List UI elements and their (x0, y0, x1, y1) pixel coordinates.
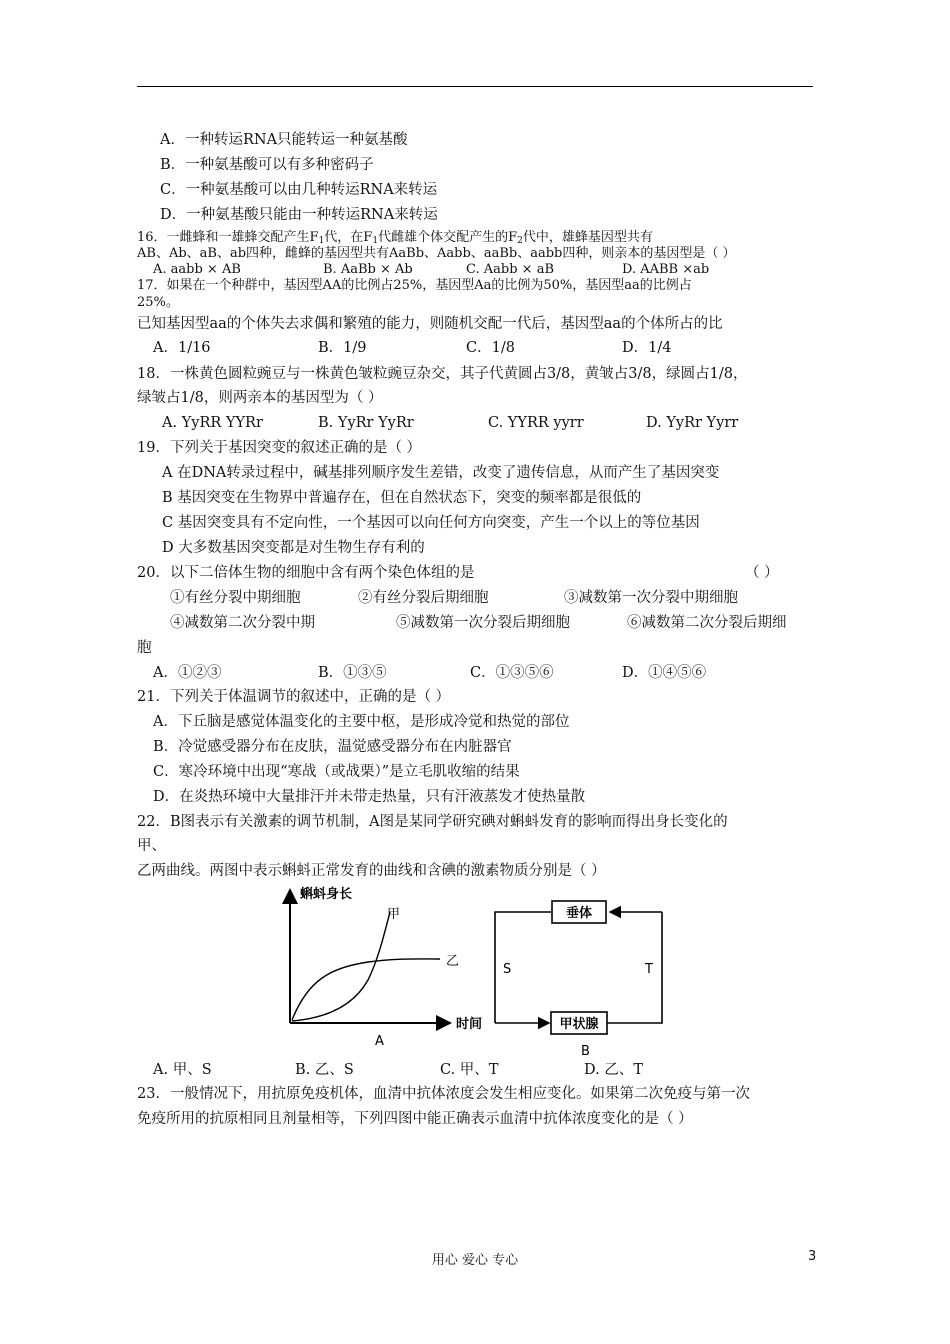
curve-jia-line (292, 912, 390, 1021)
q18-stem-line2: 绿皱占1/8，则两亲本的基因型为（ ） (137, 390, 383, 406)
q16-option-a: A. aabb × AB (153, 262, 241, 277)
q23-stem: 23．一般情况下，用抗原免疫机体，血清中抗体浓度会发生相应变化。如果第二次免疫与第一次 (137, 1086, 750, 1102)
q15-option-a: A．一种转运RNA只能转运一种氨基酸 (160, 132, 408, 148)
figure-b-caption: B (581, 1044, 590, 1059)
q19-option-a: A 在DNA转录过程中，碱基排列顺序发生差错，改变了遗传信息，从而产生了基因突变 (162, 465, 720, 481)
q22-option-c: C. 甲、T (440, 1062, 499, 1078)
q15-option-d: D．一种氨基酸只能由一种转运RNA来转运 (160, 207, 438, 223)
curve-jia-label: 甲 (387, 907, 401, 922)
q16-stem-line2: AB、Ab、aB、ab四种，雌蜂的基因型共有AaBb、Aabb、aaBb、aabb四种，则亲本的基因型是（ ） (137, 246, 736, 261)
q19-option-d: D 大多数基因突变都是对生物生存有利的 (162, 540, 425, 556)
q20-stem: 20．以下二倍体生物的细胞中含有两个染色体组的是 (137, 565, 475, 581)
figure-a-growth-chart (268, 880, 498, 1055)
q19-option-b: B 基因突变在生物界中普遍存在，但在自然状态下，突变的频率都是很低的 (162, 490, 642, 506)
q19-option-c: C 基因突变具有不定向性，一个基因可以向任何方向突变，产生一个以上的等位基因 (162, 515, 700, 531)
q20-item-2: ②有丝分裂后期细胞 (358, 590, 489, 606)
q20-answer-paren: （ ） (745, 565, 779, 581)
q17-stem-line3: 已知基因型aa的个体失去求偶和繁殖的能力，则随机交配一代后，基因型aa的个体所占的比 (137, 316, 723, 332)
t-label: T (645, 962, 653, 977)
q15-option-c: C．一种氨基酸可以由几种转运RNA来转运 (160, 182, 438, 198)
figure-b-hormone-diagram (485, 895, 670, 1060)
q20-option-b: B．①③⑤ (318, 665, 387, 681)
q22-stem-line3: 乙两曲线。两图中表示蝌蚪正常发育的曲线和含碘的激素物质分别是（ ） (137, 863, 606, 879)
page-number: 3 (808, 1249, 817, 1264)
q18-option-a: A. YyRR YYRr (162, 415, 263, 431)
q17-option-a: A．1/16 (153, 340, 211, 356)
q20-item-6: ⑥减数第二次分裂后期细 (627, 615, 787, 631)
q16-option-d: D. AABB ×ab (622, 262, 710, 277)
q20-item-1: ①有丝分裂中期细胞 (170, 590, 301, 606)
q17-option-d: D．1/4 (622, 340, 672, 356)
q20-item-5: ⑤减数第一次分裂后期细胞 (396, 615, 570, 631)
q20-option-c: C．①③⑤⑥ (470, 665, 554, 681)
q18-option-d: D. YyRr Yyrr (646, 415, 739, 431)
q21-option-a: A．下丘脑是感觉体温变化的主要中枢，是形成冷觉和热觉的部位 (153, 714, 570, 730)
q18-option-c: C. YYRR yyrr (488, 415, 584, 431)
q22-stem: 22．B图表示有关激素的调节机制，A图是某同学研究碘对蝌蚪发育的影响而得出身长变化的 (137, 814, 728, 830)
q21-option-b: B．冷觉感受器分布在皮肤，温觉感受器分布在内脏器官 (153, 739, 512, 755)
q22-option-d: D. 乙、T (584, 1062, 643, 1078)
q16-option-b: B. AaBb × Ab (323, 262, 413, 277)
figure-a-xlabel: 时间 (456, 1017, 483, 1032)
figure-a-caption: A (375, 1034, 384, 1049)
q15-option-b: B．一种氨基酸可以有多种密码子 (160, 157, 374, 173)
q21-stem: 21．下列关于体温调节的叙述中，正确的是（ ） (137, 689, 451, 705)
q21-option-d: D．在炎热环境中大量排汗并未带走热量，只有汗液蒸发才使热量散 (153, 789, 586, 805)
q17-stem: 17．如果在一个种群中，基因型AA的比例占25%，基因型Aa的比例为50%，基因型aa的比例占 (137, 278, 692, 293)
q21-option-c: C．寒冷环境中出现“寒战（或战栗）”是立毛肌收缩的结果 (153, 764, 520, 780)
q23-stem-line2: 免疫所用的抗原相同且剂量相等，下列四图中能正确表示血清中抗体浓度变化的是（ ） (137, 1111, 693, 1127)
q19-stem: 19．下列关于基因突变的叙述正确的是（ ） (137, 440, 422, 456)
q18-stem: 18．一株黄色圆粒豌豆与一株黄色皱粒豌豆杂交，其子代黄圆占3/8，黄皱占3/8，绿圆占1/8， (137, 366, 748, 382)
q17-stem-line2: 25%。 (137, 295, 179, 310)
q20-item-3: ③减数第一次分裂中期细胞 (564, 590, 738, 606)
footer-motto: 用心 爱心 专心 (431, 1253, 519, 1268)
t-path (607, 912, 662, 1023)
q22-option-a: A. 甲、S (153, 1062, 212, 1078)
pituitary-label: 垂体 (565, 906, 593, 921)
q20-option-a: A．①②③ (153, 665, 222, 681)
q16-option-c: C. Aabb × aB (466, 262, 554, 277)
thyroid-label: 甲状腺 (559, 1017, 599, 1032)
q22-stem-line2: 甲、 (137, 838, 166, 854)
s-label: S (503, 962, 512, 977)
curve-yi-label: 乙 (446, 954, 460, 969)
figure-a-ylabel: 蝌蚪身长 (300, 887, 353, 902)
q17-option-c: C．1/8 (466, 340, 515, 356)
q20-item-4: ④减数第二次分裂中期 (170, 615, 315, 631)
q17-option-b: B．1/9 (318, 340, 367, 356)
q18-option-b: B. YyRr YyRr (318, 415, 414, 431)
curve-yi-line (292, 959, 440, 1020)
header-rule (137, 86, 813, 87)
q22-option-b: B. 乙、S (295, 1062, 354, 1078)
q20-item-6-wrap: 胞 (137, 640, 152, 656)
q16-stem: 16．一雌蜂和一雄蜂交配产生$F_1$代，在$F_1$代雌雄个体交配产生的$F_2$代中，雄蜂基因型共有 (137, 230, 653, 246)
q20-option-d: D．①④⑤⑥ (622, 665, 707, 681)
